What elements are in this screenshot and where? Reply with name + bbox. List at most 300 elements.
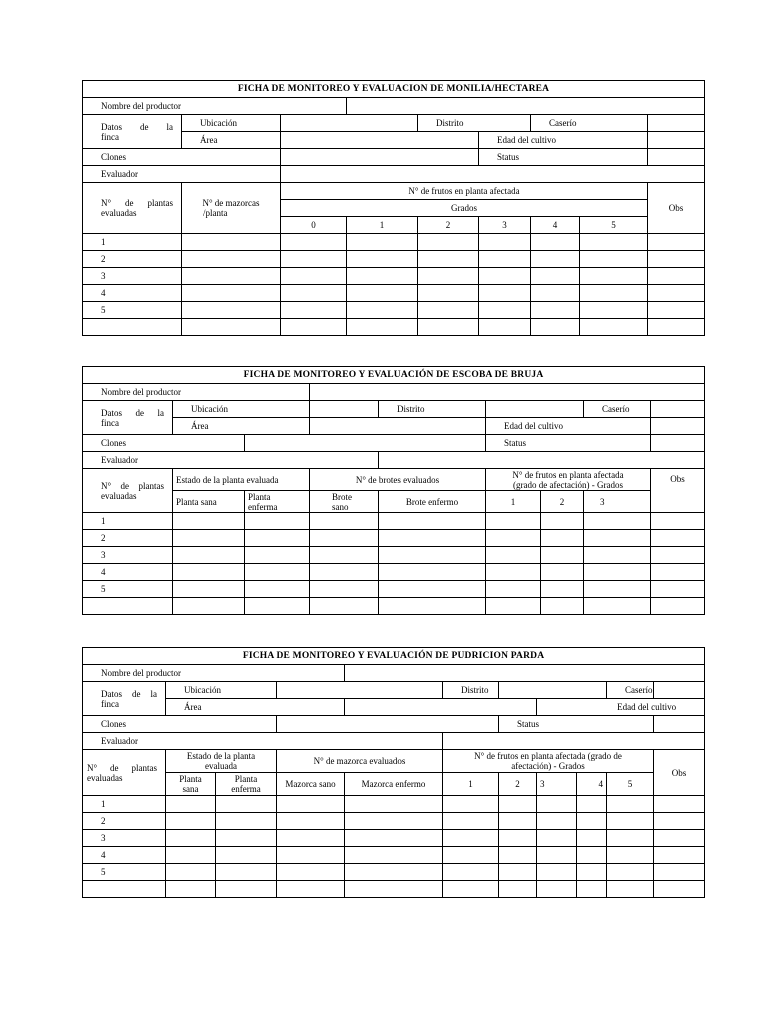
cell[interactable] <box>166 864 216 881</box>
pudricion-planta-enferma-header <box>216 773 277 796</box>
pudricion-planta-sana-line2: sana <box>182 784 199 794</box>
pudricion-plantas-line1: N° de plantas <box>87 762 157 773</box>
cell[interactable] <box>654 813 705 830</box>
cell[interactable] <box>584 547 651 564</box>
cell[interactable] <box>580 268 648 285</box>
cell[interactable] <box>173 547 245 564</box>
cell[interactable] <box>648 251 705 268</box>
table-row <box>83 234 705 251</box>
cell[interactable] <box>379 564 486 581</box>
row-number: 1 <box>83 234 182 251</box>
escoba-title: FICHA DE MONITOREO Y EVALUACIÓN DE ESCOBA DE BRUJA <box>83 367 705 384</box>
table-row <box>83 796 705 813</box>
table-row <box>83 251 705 268</box>
cell[interactable] <box>245 547 310 564</box>
cell[interactable] <box>486 513 541 530</box>
cell[interactable] <box>537 796 577 813</box>
cell[interactable] <box>281 234 347 251</box>
monilia-mazorcas-header <box>182 183 281 234</box>
cell[interactable] <box>479 302 531 319</box>
cell[interactable] <box>379 547 486 564</box>
pudricion-form <box>82 647 704 898</box>
cell[interactable] <box>654 847 705 864</box>
cell[interactable] <box>537 847 577 864</box>
escoba-estado-header: Estado de la planta evaluada <box>173 469 310 491</box>
cell[interactable] <box>173 564 245 581</box>
cell[interactable] <box>584 564 651 581</box>
escoba-ubicacion-label: Ubicación <box>173 401 310 418</box>
pudricion-mazorca-enfermo-header: Mazorca enfermo <box>345 773 443 796</box>
cell[interactable] <box>277 864 345 881</box>
pudricion-caserio-field[interactable] <box>654 682 705 699</box>
cell[interactable] <box>486 530 541 547</box>
cell[interactable] <box>418 268 479 285</box>
cell[interactable] <box>345 847 443 864</box>
cell[interactable] <box>418 302 479 319</box>
cell[interactable] <box>607 830 654 847</box>
escoba-edad-field[interactable] <box>651 418 705 435</box>
cell[interactable] <box>651 547 705 564</box>
cell[interactable] <box>541 564 584 581</box>
cell[interactable] <box>443 847 499 864</box>
cell[interactable] <box>531 251 580 268</box>
cell[interactable] <box>182 302 281 319</box>
cell[interactable] <box>531 234 580 251</box>
cell[interactable] <box>173 598 245 615</box>
cell[interactable] <box>654 796 705 813</box>
escoba-distrito-label: Distrito <box>379 401 486 418</box>
escoba-brotes-header: N° de brotes evaluados <box>310 469 486 491</box>
monilia-caserio-field[interactable] <box>648 115 705 132</box>
pudricion-obs-header: Obs <box>654 750 705 796</box>
monilia-grade-5: 5 <box>580 217 648 234</box>
escoba-nombre-label: Nombre del productor <box>83 384 310 401</box>
monilia-edad-field[interactable] <box>648 132 705 149</box>
escoba-planta-sana-header: Planta sana <box>173 491 245 513</box>
pudricion-planta-sana-line1: Planta <box>179 774 202 784</box>
cell[interactable] <box>651 564 705 581</box>
cell[interactable] <box>541 530 584 547</box>
row-number <box>83 319 182 336</box>
monilia-ubicacion-field[interactable] <box>281 115 418 132</box>
row-number: 3 <box>83 830 166 847</box>
cell[interactable] <box>479 285 531 302</box>
cell[interactable] <box>182 251 281 268</box>
pudricion-grade-1: 1 <box>443 773 499 796</box>
row-number: 2 <box>83 251 182 268</box>
escoba-grade-1: 1 <box>486 491 541 513</box>
cell[interactable] <box>379 530 486 547</box>
table-row <box>83 513 705 530</box>
cell[interactable] <box>310 581 379 598</box>
cell[interactable] <box>607 881 654 898</box>
cell[interactable] <box>379 598 486 615</box>
pudricion-edad-label: Edad del cultivo <box>537 699 705 716</box>
row-number: 5 <box>83 864 166 881</box>
cell[interactable] <box>216 830 277 847</box>
escoba-area-field[interactable] <box>310 418 486 435</box>
pudricion-nombre-label: Nombre del productor <box>83 665 345 682</box>
row-number: 2 <box>83 813 166 830</box>
table-row <box>83 881 705 898</box>
cell[interactable] <box>648 268 705 285</box>
pudricion-grade-3: 3 <box>537 773 577 796</box>
monilia-mazorcas-line1: N° de mazorcas <box>202 198 260 208</box>
cell[interactable] <box>310 547 379 564</box>
row-number: 5 <box>83 581 173 598</box>
cell[interactable] <box>443 864 499 881</box>
cell[interactable] <box>277 847 345 864</box>
cell[interactable] <box>648 234 705 251</box>
table-row <box>83 302 705 319</box>
cell[interactable] <box>443 881 499 898</box>
pudricion-planta-enferma-line1: Planta <box>234 774 258 784</box>
pudricion-planta-enferma-line2: enferma <box>231 784 261 794</box>
cell[interactable] <box>173 530 245 547</box>
escoba-edad-label: Edad del cultivo <box>486 418 651 435</box>
row-number: 4 <box>83 564 173 581</box>
monilia-area-field[interactable] <box>281 132 479 149</box>
cell[interactable] <box>537 864 577 881</box>
monilia-plantas-header <box>83 183 182 234</box>
cell[interactable] <box>281 251 347 268</box>
cell[interactable] <box>541 547 584 564</box>
cell[interactable] <box>347 268 418 285</box>
pudricion-distrito-field[interactable] <box>499 682 607 699</box>
escoba-distrito-field[interactable] <box>486 401 584 418</box>
cell[interactable] <box>486 564 541 581</box>
cell[interactable] <box>166 796 216 813</box>
cell[interactable] <box>577 813 607 830</box>
cell[interactable] <box>418 251 479 268</box>
cell[interactable] <box>216 813 277 830</box>
escoba-brote-sano-line1: Brote <box>332 491 352 502</box>
escoba-frutos-line1: N° de frutos en planta afectada <box>512 469 624 480</box>
cell[interactable] <box>479 268 531 285</box>
cell[interactable] <box>345 864 443 881</box>
escoba-brote-enfermo-header: Brote enfermo <box>379 491 486 513</box>
cell[interactable] <box>499 796 537 813</box>
cell[interactable] <box>499 830 537 847</box>
cell[interactable] <box>651 598 705 615</box>
row-number: 1 <box>83 796 166 813</box>
cell[interactable] <box>277 830 345 847</box>
cell[interactable] <box>580 234 648 251</box>
table-row <box>83 285 705 302</box>
cell[interactable] <box>166 881 216 898</box>
escoba-caserio-field[interactable] <box>651 401 705 418</box>
cell[interactable] <box>182 285 281 302</box>
cell[interactable] <box>345 813 443 830</box>
cell[interactable] <box>499 813 537 830</box>
cell[interactable] <box>173 581 245 598</box>
cell[interactable] <box>379 581 486 598</box>
pudricion-grade-2: 2 <box>499 773 537 796</box>
cell[interactable] <box>531 268 580 285</box>
cell[interactable] <box>537 830 577 847</box>
pudricion-planta-sana-header <box>166 773 216 796</box>
pudricion-caserio-label: Caserío <box>607 682 654 699</box>
cell[interactable] <box>418 234 479 251</box>
cell[interactable] <box>541 598 584 615</box>
monilia-title: FICHA DE MONITOREO Y EVALUACION DE MONILIA/HECTAREA <box>83 81 705 98</box>
escoba-planta-enferma-line2: enferma <box>248 501 278 512</box>
pudricion-datos-line1: Datos de la <box>101 688 157 699</box>
row-number: 3 <box>83 547 173 564</box>
escoba-planta-enferma-line1: Planta <box>248 491 271 502</box>
cell[interactable] <box>182 268 281 285</box>
cell[interactable] <box>245 598 310 615</box>
cell[interactable] <box>345 796 443 813</box>
cell[interactable] <box>277 881 345 898</box>
monilia-distrito-label: Distrito <box>418 115 531 132</box>
pudricion-ubicacion-field[interactable] <box>277 682 443 699</box>
escoba-brote-sano-header <box>310 491 379 513</box>
pudricion-evaluador-field[interactable] <box>443 733 705 750</box>
pudricion-clones-label: Clones <box>83 716 277 733</box>
pudricion-evaluador-label: Evaluador <box>83 733 443 750</box>
cell[interactable] <box>648 319 705 336</box>
cell[interactable] <box>345 830 443 847</box>
escoba-nombre-field[interactable] <box>310 384 705 401</box>
cell[interactable] <box>173 513 245 530</box>
cell[interactable] <box>580 285 648 302</box>
cell[interactable] <box>245 564 310 581</box>
monilia-frutos-header: N° de frutos en planta afectada <box>281 183 648 200</box>
cell[interactable] <box>310 530 379 547</box>
table-row <box>83 547 705 564</box>
monilia-clones-field[interactable] <box>281 149 479 166</box>
cell[interactable] <box>166 847 216 864</box>
cell[interactable] <box>216 847 277 864</box>
cell[interactable] <box>216 796 277 813</box>
row-number: 4 <box>83 847 166 864</box>
cell[interactable] <box>245 581 310 598</box>
cell[interactable] <box>245 530 310 547</box>
cell[interactable] <box>347 285 418 302</box>
pudricion-grade-4: 4 <box>577 773 607 796</box>
pudricion-distrito-label: Distrito <box>443 682 499 699</box>
cell[interactable] <box>499 864 537 881</box>
monilia-area-label: Área <box>182 132 281 149</box>
monilia-grade-2: 2 <box>418 217 479 234</box>
table-row <box>83 864 705 881</box>
table-row <box>83 830 705 847</box>
cell[interactable] <box>277 796 345 813</box>
cell[interactable] <box>216 864 277 881</box>
cell[interactable] <box>537 881 577 898</box>
cell[interactable] <box>648 285 705 302</box>
pudricion-mazorca-header: N° de mazorca evaluados <box>277 750 443 773</box>
table-row <box>83 268 705 285</box>
cell[interactable] <box>584 513 651 530</box>
cell[interactable] <box>443 830 499 847</box>
escoba-plantas-header <box>83 469 173 513</box>
monilia-form <box>82 80 704 336</box>
escoba-status-label: Status <box>486 435 651 452</box>
cell[interactable] <box>580 319 648 336</box>
cell[interactable] <box>499 881 537 898</box>
cell[interactable] <box>486 581 541 598</box>
cell[interactable] <box>281 302 347 319</box>
cell[interactable] <box>537 813 577 830</box>
cell[interactable] <box>654 864 705 881</box>
row-number: 5 <box>83 302 182 319</box>
cell[interactable] <box>580 302 648 319</box>
cell[interactable] <box>577 830 607 847</box>
cell[interactable] <box>418 285 479 302</box>
cell[interactable] <box>182 234 281 251</box>
cell[interactable] <box>281 285 347 302</box>
cell[interactable] <box>347 302 418 319</box>
cell[interactable] <box>651 530 705 547</box>
cell[interactable] <box>277 813 345 830</box>
cell[interactable] <box>182 319 281 336</box>
cell[interactable] <box>654 881 705 898</box>
escoba-area-label: Área <box>173 418 310 435</box>
cell[interactable] <box>531 319 580 336</box>
pudricion-estado-header <box>166 750 277 773</box>
cell[interactable] <box>531 302 580 319</box>
escoba-plantas-line1: N° de plantas <box>101 480 164 491</box>
escoba-form <box>82 366 704 615</box>
cell[interactable] <box>347 234 418 251</box>
monilia-evaluador-field[interactable] <box>281 166 705 183</box>
cell[interactable] <box>499 847 537 864</box>
escoba-datos-line2: finca <box>101 417 119 428</box>
monilia-grade-3: 3 <box>479 217 531 234</box>
pudricion-frutos-line2: afectación) - Grados <box>511 761 585 771</box>
pudricion-plantas-header <box>83 750 166 796</box>
escoba-plantas-line2: evaluadas <box>101 490 137 501</box>
cell[interactable] <box>310 564 379 581</box>
cell[interactable] <box>479 251 531 268</box>
monilia-grade-4: 4 <box>531 217 580 234</box>
cell[interactable] <box>531 285 580 302</box>
cell[interactable] <box>607 847 654 864</box>
monilia-datos-label <box>83 115 182 149</box>
table-row <box>83 564 705 581</box>
monilia-status-field[interactable] <box>648 149 705 166</box>
cell[interactable] <box>281 319 347 336</box>
monilia-plantas-line2: evaluadas <box>101 208 137 218</box>
escoba-frutos-line2: (grado de afectación) - Grados <box>513 479 623 490</box>
table-row <box>83 813 705 830</box>
pudricion-estado-line1: Estado de la planta <box>186 751 256 761</box>
cell[interactable] <box>577 881 607 898</box>
pudricion-nombre-field[interactable] <box>345 665 705 682</box>
pudricion-area-label: Área <box>166 699 345 716</box>
cell[interactable] <box>216 881 277 898</box>
cell[interactable] <box>281 268 347 285</box>
cell[interactable] <box>607 813 654 830</box>
escoba-datos-line1: Datos de la <box>101 407 164 418</box>
cell[interactable] <box>648 302 705 319</box>
monilia-datos-line1: Datos de la <box>101 121 173 132</box>
monilia-plantas-line1: N° de plantas <box>101 198 173 208</box>
pudricion-frutos-line1: N° de frutos en planta afectada (grado de <box>474 751 622 761</box>
cell[interactable] <box>345 881 443 898</box>
cell[interactable] <box>607 864 654 881</box>
pudricion-datos-line2: finca <box>101 698 119 709</box>
cell[interactable] <box>245 513 310 530</box>
cell[interactable] <box>654 830 705 847</box>
escoba-grade-3: 3 <box>584 491 651 513</box>
cell[interactable] <box>651 513 705 530</box>
escoba-frutos-header <box>486 469 651 491</box>
table-row <box>83 319 705 336</box>
pudricion-area-field[interactable] <box>345 699 537 716</box>
cell[interactable] <box>541 513 584 530</box>
monilia-clones-label: Clones <box>83 149 281 166</box>
cell[interactable] <box>584 530 651 547</box>
monilia-caserio-label: Caserío <box>531 115 648 132</box>
pudricion-status-field[interactable] <box>654 716 705 733</box>
pudricion-clones-field[interactable] <box>277 716 499 733</box>
escoba-evaluador-field[interactable] <box>379 452 705 469</box>
cell[interactable] <box>541 581 584 598</box>
cell[interactable] <box>651 581 705 598</box>
table-row <box>83 530 705 547</box>
monilia-grade-1: 1 <box>347 217 418 234</box>
row-number <box>83 598 173 615</box>
monilia-nombre-field[interactable] <box>347 98 705 115</box>
monilia-status-label: Status <box>479 149 648 166</box>
cell[interactable] <box>584 581 651 598</box>
cell[interactable] <box>479 319 531 336</box>
pudricion-frutos-header <box>443 750 654 773</box>
pudricion-estado-line2: evaluada <box>205 761 237 771</box>
pudricion-mazorca-sano-header: Mazorca sano <box>277 773 345 796</box>
cell[interactable] <box>486 547 541 564</box>
escoba-evaluador-label: Evaluador <box>83 452 379 469</box>
escoba-ubicacion-field[interactable] <box>310 401 379 418</box>
escoba-status-field[interactable] <box>651 435 705 452</box>
table-row <box>83 847 705 864</box>
cell[interactable] <box>166 830 216 847</box>
cell[interactable] <box>379 513 486 530</box>
table-row <box>83 581 705 598</box>
cell[interactable] <box>607 796 654 813</box>
cell[interactable] <box>418 319 479 336</box>
cell[interactable] <box>577 847 607 864</box>
pudricion-title: FICHA DE MONITOREO Y EVALUACIÓN DE PUDRICION PARDA <box>83 648 705 665</box>
monilia-grados-header: Grados <box>281 200 648 217</box>
cell[interactable] <box>347 319 418 336</box>
cell[interactable] <box>584 598 651 615</box>
row-number: 3 <box>83 268 182 285</box>
cell[interactable] <box>479 234 531 251</box>
cell[interactable] <box>443 813 499 830</box>
escoba-clones-label: Clones <box>83 435 245 452</box>
escoba-grade-2: 2 <box>541 491 584 513</box>
pudricion-grade-5: 5 <box>607 773 654 796</box>
cell[interactable] <box>486 598 541 615</box>
cell[interactable] <box>577 796 607 813</box>
cell[interactable] <box>166 813 216 830</box>
cell[interactable] <box>347 251 418 268</box>
cell[interactable] <box>443 796 499 813</box>
pudricion-status-label: Status <box>499 716 654 733</box>
escoba-planta-enferma-header <box>245 491 310 513</box>
escoba-clones-field[interactable] <box>245 435 486 452</box>
cell[interactable] <box>580 251 648 268</box>
monilia-nombre-label: Nombre del productor <box>83 98 347 115</box>
monilia-ubicacion-label: Ubicación <box>182 115 281 132</box>
cell[interactable] <box>310 513 379 530</box>
cell[interactable] <box>310 598 379 615</box>
cell[interactable] <box>577 864 607 881</box>
